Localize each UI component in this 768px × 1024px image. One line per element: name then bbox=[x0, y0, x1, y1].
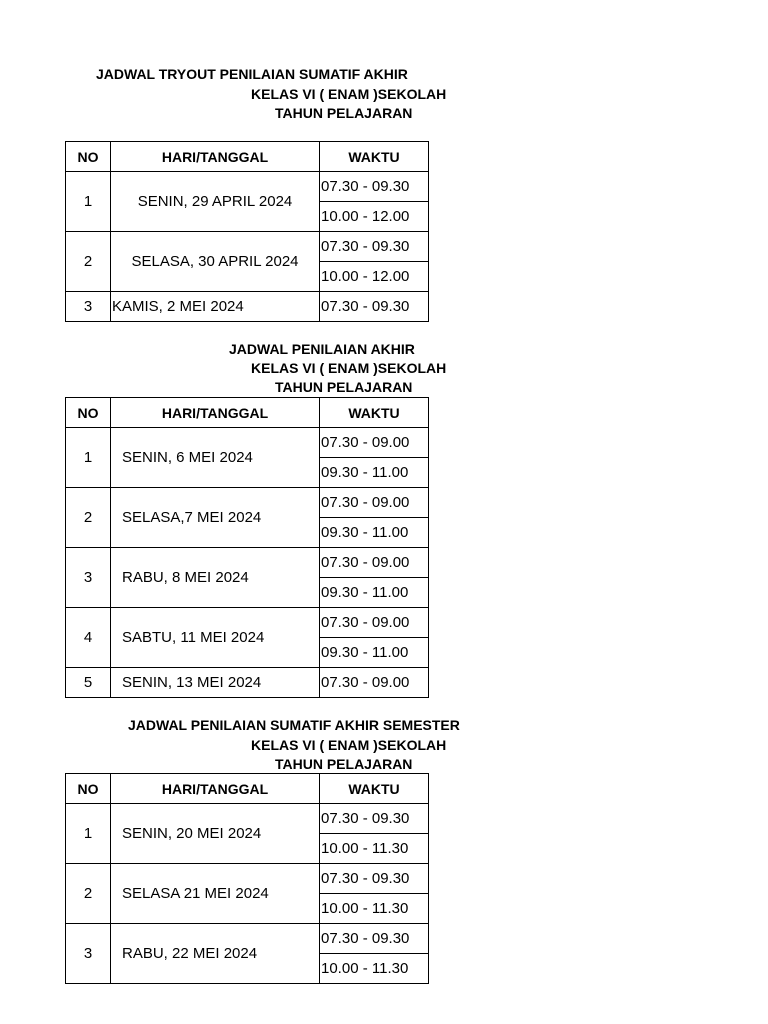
cell-time: 07.30 - 09.00 bbox=[319, 487, 429, 518]
cell-no: 2 bbox=[65, 863, 111, 924]
cell-time: 07.30 - 09.00 bbox=[319, 667, 429, 698]
cell-time: 09.30 - 11.00 bbox=[319, 577, 429, 608]
cell-time: 07.30 - 09.30 bbox=[319, 291, 429, 322]
cell-time: 09.30 - 11.00 bbox=[319, 517, 429, 548]
cell-time: 10.00 - 11.30 bbox=[319, 953, 429, 984]
header-day: HARI/TANGGAL bbox=[110, 397, 320, 428]
cell-no: 3 bbox=[65, 547, 111, 608]
cell-time: 07.30 - 09.00 bbox=[319, 427, 429, 458]
header-day: HARI/TANGGAL bbox=[110, 773, 320, 804]
header-time: WAKTU bbox=[319, 141, 429, 172]
cell-day: RABU, 8 MEI 2024 bbox=[110, 547, 320, 608]
cell-no: 2 bbox=[65, 487, 111, 548]
cell-no: 3 bbox=[65, 923, 111, 984]
header-day: HARI/TANGGAL bbox=[110, 141, 320, 172]
cell-time: 09.30 - 11.00 bbox=[319, 637, 429, 668]
cell-day: SENIN, 6 MEI 2024 bbox=[110, 427, 320, 488]
cell-time: 07.30 - 09.30 bbox=[319, 803, 429, 834]
section-title-line-3: TAHUN PELAJARAN bbox=[275, 756, 413, 772]
section-title-line-1: JADWAL PENILAIAN AKHIR bbox=[229, 341, 415, 357]
cell-time: 10.00 - 11.30 bbox=[319, 893, 429, 924]
header-no: NO bbox=[65, 773, 111, 804]
section-title-line-2: KELAS VI ( ENAM )SEKOLAH bbox=[251, 360, 447, 376]
cell-no: 5 bbox=[65, 667, 111, 698]
cell-day: SENIN, 29 APRIL 2024 bbox=[110, 171, 320, 232]
header-no: NO bbox=[65, 141, 111, 172]
cell-time: 07.30 - 09.30 bbox=[319, 863, 429, 894]
cell-no: 3 bbox=[65, 291, 111, 322]
section-title-line-1: JADWAL PENILAIAN SUMATIF AKHIR SEMESTER bbox=[128, 717, 460, 733]
cell-no: 1 bbox=[65, 171, 111, 232]
section-title-line-3: TAHUN PELAJARAN bbox=[275, 379, 413, 395]
cell-no: 1 bbox=[65, 803, 111, 864]
cell-no: 2 bbox=[65, 231, 111, 292]
cell-day: SELASA,7 MEI 2024 bbox=[110, 487, 320, 548]
cell-no: 1 bbox=[65, 427, 111, 488]
cell-time: 10.00 - 12.00 bbox=[319, 261, 429, 292]
header-no: NO bbox=[65, 397, 111, 428]
cell-day: SELASA, 30 APRIL 2024 bbox=[110, 231, 320, 292]
cell-time: 10.00 - 11.30 bbox=[319, 833, 429, 864]
header-time: WAKTU bbox=[319, 773, 429, 804]
cell-day: SENIN, 20 MEI 2024 bbox=[110, 803, 320, 864]
section-title-line-1: JADWAL TRYOUT PENILAIAN SUMATIF AKHIR bbox=[96, 66, 408, 82]
cell-day: RABU, 22 MEI 2024 bbox=[110, 923, 320, 984]
cell-time: 07.30 - 09.00 bbox=[319, 607, 429, 638]
cell-day: KAMIS, 2 MEI 2024 bbox=[110, 291, 320, 322]
cell-time: 07.30 - 09.30 bbox=[319, 923, 429, 954]
section-title-line-3: TAHUN PELAJARAN bbox=[275, 105, 413, 121]
cell-day: SABTU, 11 MEI 2024 bbox=[110, 607, 320, 668]
cell-no: 4 bbox=[65, 607, 111, 668]
section-title-line-2: KELAS VI ( ENAM )SEKOLAH bbox=[251, 737, 447, 753]
cell-time: 07.30 - 09.30 bbox=[319, 171, 429, 202]
cell-time: 07.30 - 09.00 bbox=[319, 547, 429, 578]
cell-day: SENIN, 13 MEI 2024 bbox=[110, 667, 320, 698]
cell-time: 09.30 - 11.00 bbox=[319, 457, 429, 488]
cell-day: SELASA 21 MEI 2024 bbox=[110, 863, 320, 924]
section-title-line-2: KELAS VI ( ENAM )SEKOLAH bbox=[251, 86, 447, 102]
cell-time: 10.00 - 12.00 bbox=[319, 201, 429, 232]
header-time: WAKTU bbox=[319, 397, 429, 428]
cell-time: 07.30 - 09.30 bbox=[319, 231, 429, 262]
